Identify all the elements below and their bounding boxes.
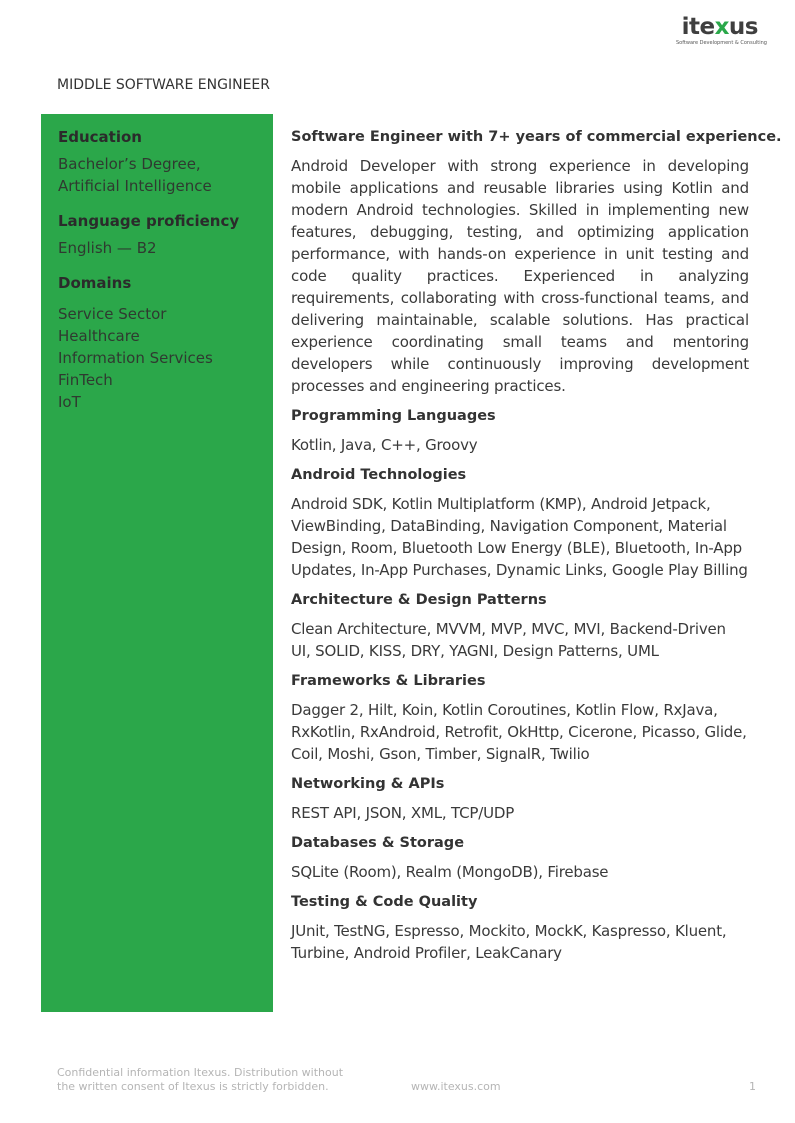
skills-section: [291, 833, 749, 883]
domains-block: [58, 274, 256, 413]
domain-item: Healthcare: [58, 327, 140, 345]
domain-item: IoT: [58, 393, 81, 411]
logo-tagline: Software Development & Consulting: [676, 40, 767, 46]
summary-paragraph: Android Developer with strong experience in developing mobile applications and reusable libraries using Kotlin and modern Android technologies. Skilled in implementing new features, debugging, testing, and optimizing application performance, with hands-on experience in unit testing and code quality practices. Experienced in analyzing requirements, collaborating with cross-functional teams, and delivering maintainable, scalable solutions. Has practical experience coordinating small teams and mentoring developers while continuously improving development processes and engineering practices.: [291, 157, 749, 395]
education-line: Artificial Intelligence: [58, 177, 212, 195]
skills-section: [291, 590, 749, 662]
section-text: Android SDK, Kotlin Multiplatform (KMP), Android Jetpack, ViewBinding, DataBinding, Navigation Component, Material Design, Room, Bluetooth Low Energy (BLE), Bluetooth, In-App Updates, In-App Purchases, Dynamic Links, Google Play Billing: [291, 495, 748, 579]
headline: Software Engineer with 7+ years of commercial experience.: [291, 129, 782, 145]
cv-main-content: [291, 127, 782, 964]
itexus-logo: [676, 14, 767, 48]
section-heading: Testing & Code Quality: [291, 894, 478, 910]
section-text: Dagger 2, Hilt, Koin, Kotlin Coroutines, Kotlin Flow, RxJava, RxKotlin, RxAndroid, Retrofit, OkHttp, Cicerone, Picasso, Glide, Coil, Moshi, Gson, Timber, SignalR, Twilio: [291, 701, 747, 763]
section-text: SQLite (Room), Realm (MongoDB), Firebase: [291, 863, 609, 881]
section-text: Kotlin, Java, C++, Groovy: [291, 436, 478, 454]
domains-heading: Domains: [58, 274, 132, 292]
skills-section: [291, 774, 749, 824]
domain-item: Information Services: [58, 349, 213, 367]
section-heading: Android Technologies: [291, 467, 467, 483]
section-heading: Architecture & Design Patterns: [291, 592, 547, 608]
section-text: REST API, JSON, XML, TCP/UDP: [291, 804, 515, 822]
section-heading: Networking & APIs: [291, 776, 445, 792]
section-text: JUnit, TestNG, Espresso, Mockito, MockK, Kaspresso, Kluent, Turbine, Android Profiler, LeakCanary: [291, 922, 727, 962]
language-value: English — B2: [58, 239, 157, 257]
language-block: [58, 212, 256, 259]
confidentiality-notice: Confidential information Itexus. Distribution without the written consent of Itexus is strictly forbidden.: [57, 1066, 344, 1093]
skills-section: [291, 406, 749, 456]
language-heading: Language proficiency: [58, 212, 240, 230]
skills-section: [291, 671, 749, 765]
page-number: 1: [749, 1080, 756, 1093]
section-heading: Frameworks & Libraries: [291, 673, 486, 689]
section-heading: Databases & Storage: [291, 835, 465, 851]
section-heading: Programming Languages: [291, 408, 496, 424]
logo-wordmark: itexus: [681, 14, 758, 40]
education-heading: Education: [58, 128, 142, 146]
education-line: Bachelor’s Degree,: [58, 155, 201, 173]
profile-sidebar: [41, 114, 273, 1012]
role-title: MIDDLE SOFTWARE ENGINEER: [57, 77, 270, 93]
education-block: [58, 128, 256, 197]
domain-item: FinTech: [58, 371, 113, 389]
domain-item: Service Sector: [58, 305, 167, 323]
section-text: Clean Architecture, MVVM, MVP, MVC, MVI, Backend-Driven UI, SOLID, KISS, DRY, YAGNI, Design Patterns, UML: [291, 620, 726, 660]
skills-section: [291, 892, 749, 964]
skills-section: [291, 465, 749, 581]
website-link[interactable]: www.itexus.com: [411, 1080, 501, 1093]
